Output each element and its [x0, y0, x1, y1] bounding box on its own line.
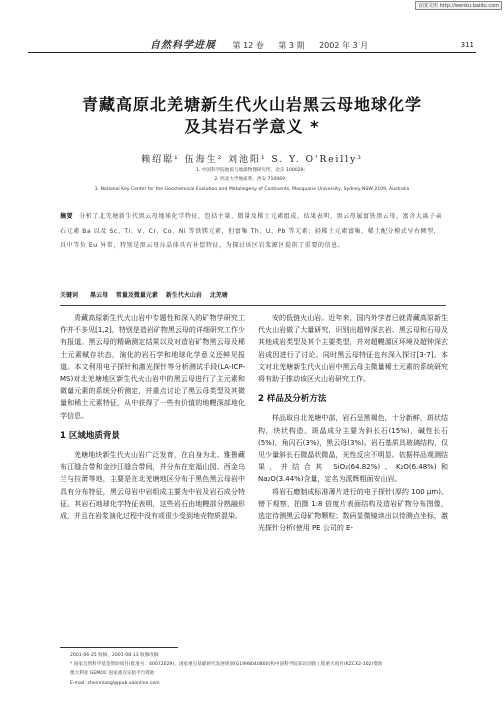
- left-column: [60, 312, 245, 522]
- section-1-heading: 1 区域地质背景: [60, 430, 120, 441]
- section-1-paragraph: 羌塘地块新生代火山岩广泛发育，在自身为北、雅鲁藏布江缝合带和金沙江缝合带间，并分布在室福山园、西金乌兰与拉萧等地，主要是在北羌塘地区分布于黑色黑云母岩中具有分布特征，黑云母岩中岩组成主要为中岩及岩石成分特征。其岩石地球化学特征表明，这些岩石由地幔部分熟融形成，并且在岩浆演化过程中没有或很少受到地壳物质混染。: [60, 451, 245, 521]
- abstract: [60, 210, 446, 254]
- page-number: 311: [460, 41, 474, 49]
- footnote-email: E-mail: zhenmiaogi@pub.xaonline.com: [70, 680, 160, 686]
- watermark-stamp: 百度文库 http://wenku.baidu.com: [415, 1, 502, 10]
- article-title-line-2: 及其岩石学意义 *: [184, 117, 320, 136]
- author-list: 赖绍聪¹ 伍海生² 刘池阳¹ S. Y. O'Reilly³: [141, 155, 363, 165]
- issue: 第 3 期: [278, 41, 305, 50]
- intro-paragraph: 青藏高原新生代火山岩中专题性和深入的矿物学研究工作并不多见[1,2]，特别是造岩矿物黑云母的详细研究工作少有报道。黑云母的精确测定结果以及对造岩矿物黑云母及稀土元素赋存状态，演化的岩石学和地球化学意义还鲜见报道。本文利用电子探针和激光探针等分析测试手段(LA-ICP-MS)对北羌塘地区新生代火山岩中的黑云母进行了主元素和微量元素的系统分析测定，并重点讨论了黑云母类型及其微量和稀土元素特征，从中获得了一些有价值的地幔深部地化学信息。: [60, 314, 245, 420]
- abstract-text: 分析了北羌塘新生代黑云母地球化学特征，包括主量、微量及稀土元素组成，结果表明，黑云母属富铁黑云母，富含大离子亲石元素 Ba 以及 Sc、Ti、V、Cr、Co、Ni 等铁镁元素，但富集 Th、U、Pb 等元素；轻稀土元素富集，稀土配分模式呈右倾型，具中等负 Eu 异常，特别是黑云母斥晶体具有补偿特征，为探讨该区岩浆源区提供了重要的信息。: [60, 213, 443, 250]
- affiliation-2: 2. 西北大学地质系，西安 710069；: [214, 177, 290, 182]
- keywords: [60, 290, 446, 299]
- abstract-label: 摘要: [60, 213, 74, 220]
- footnote-support: 澳大利亚 GEMOC 国家重点实验平台资助: [70, 671, 155, 677]
- affiliation-3: 3. National Key Center for the Geochemical Evolution and Metallogeny of Continents, Macquarie University, Sydney NSW 2109, Australia: [94, 187, 410, 192]
- keyword: 常量及微量元素: [115, 292, 158, 299]
- keywords-label: 关键词: [60, 292, 79, 299]
- volume: 第 12 卷: [232, 41, 264, 50]
- keyword: 黑云母: [89, 292, 108, 299]
- keywords-rule: [60, 305, 446, 306]
- running-head: [150, 36, 380, 51]
- right-column: [258, 312, 448, 534]
- issue-date: 2002 年 3 月: [319, 41, 369, 50]
- affiliation-1: 1. 中国科学院地质与地球物理研究所，北京 100029；: [195, 168, 309, 173]
- intro-continuation: 安的低链火山岩。近年来，国内外学者已就青藏高原新生代火山岩做了大量研究，识别出超钟深玄岩、黑云母和石母及其他成岩类型及其个主要类型，并对超幔源区环境及超钟深玄岩成因进行了讨论。同时黑云母特征也有深入探讨[3-7]。本文对北羌塘新生代火山岩中黑云母主微量稀土元素的系统研究将有助于推动该区火山岩研究工作。: [258, 314, 448, 384]
- journal-name: 自然科学进展: [150, 40, 216, 51]
- section-2-paragraph: 样品取自北羌塘中部，岩石呈黑褐色，十分新鲜，斑状结构，块状构造。斑晶成分主要为斜长石(15%)，碱性长石(5%)，角闪石(3%)，黑云母(3%)。岩石基质具玻璃结构，仅见少量斜长石微晶状微晶，光性反应不明显。依据样品观测结果，并结合其 SiO₂(64.82%)、K₂O(6.48%)和 Na₂O(3.44%)含量，定名为派辉粗面安山岩。: [258, 414, 448, 484]
- keyword: 新生代火山岩: [165, 292, 202, 299]
- footnote-rule: [60, 647, 178, 648]
- article-title-line-1: 青藏高原北羌塘新生代火山岩黑云母地球化学: [81, 95, 422, 114]
- header-rule: [28, 52, 476, 53]
- footnote-funding: * 国家自然科学基金资助项目(批准号：40072029)、国家重点基础研究发展规划(G1998040800)和中国科学院知识创新工程重大项目(KZCX2-102)资助: [70, 662, 383, 668]
- section-2-paragraph-2: 将岩石磨制成标准薄片进行的电子探针(厚约 100 μm)。镑下观察，拍摄 1:8 倍度片表面结构及造岩矿物分布图像，选定待测黑云母矿物颗粒；数码显微镜读出以待测点坐标，激光探针分析(使用 PE 公司的 E-: [258, 487, 448, 533]
- section-2-heading: 2 样品及分析方法: [258, 394, 327, 405]
- keyword: 北羌塘: [209, 292, 228, 299]
- footnote-received: 2001-06-25 收稿，2001-08-13 收修改稿: [70, 653, 159, 658]
- footnotes: [70, 651, 450, 688]
